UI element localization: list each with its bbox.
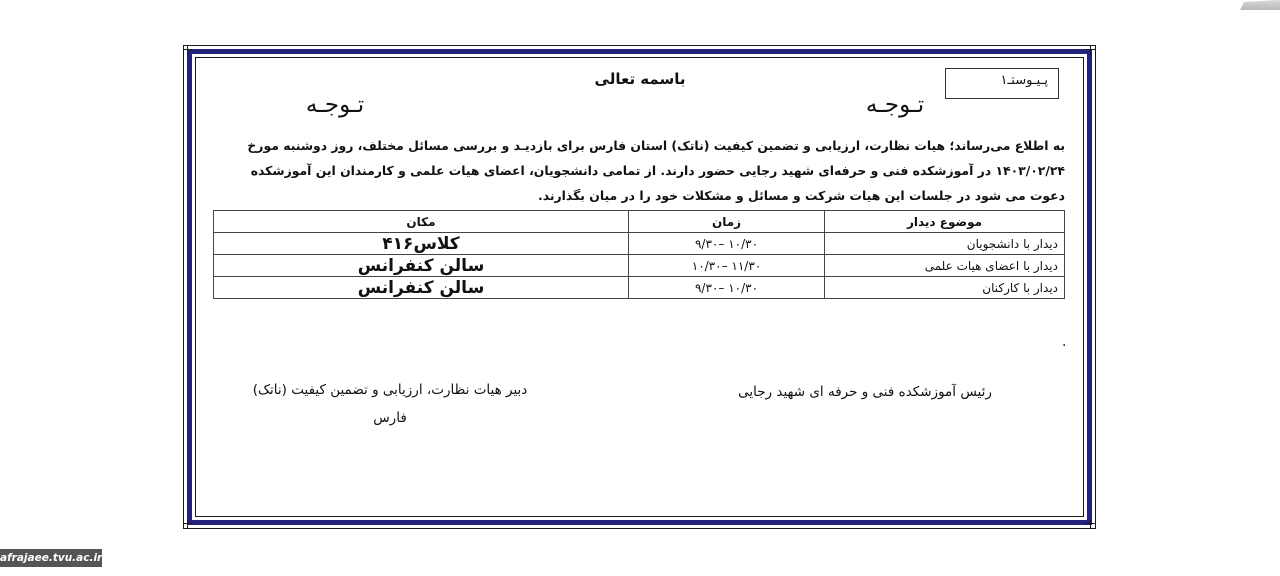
cell-place: سالن کنفرانس [214, 255, 629, 277]
cell-subject: دیدار با دانشجویان [825, 233, 1065, 255]
table-row [214, 255, 1065, 277]
frame-corner-mark [1086, 45, 1096, 55]
meeting-schedule-table [213, 210, 1065, 299]
frame-corner-mark [183, 45, 193, 55]
announcement-line: ۱۴۰۳/۰۲/۲۴ در آموزشکده فنی و حرفه‌ای شهید رجایی حضور دارند. از تمامی دانشجویان، اعضای هیات علمی و کارمندان این آموزشکده [250, 163, 1065, 178]
announcement-line: دعوت می شود در جلسات این هیات شرکت و مسائل و مشکلات خود را در میان بگذارند. [538, 188, 1065, 203]
cell-time: ۱۰/۳۰ –۹/۳۰ [629, 233, 825, 255]
table-row [214, 233, 1065, 255]
corner-decoration [1240, 0, 1280, 10]
appendix-label: پـیـوستـ۱ [1000, 73, 1048, 88]
table-header-row [214, 211, 1065, 233]
cell-place: سالن کنفرانس [214, 277, 629, 299]
frame-corner-mark [1086, 519, 1096, 529]
cell-time: ۱۰/۳۰ –۹/۳۰ [629, 277, 825, 299]
column-header-place: مکان [214, 211, 629, 233]
column-header-subject: موضوع دیدار [825, 211, 1065, 233]
cell-subject: دیدار با اعضای هیات علمی [825, 255, 1065, 277]
signature-line: دبیر هیات نظارت، ارزیابی و تضمین کیفیت (ناتک) [252, 382, 528, 398]
attention-heading-right: تـوجـه [865, 92, 925, 118]
table-row [214, 277, 1065, 299]
page-title: باسمه تعالی [594, 70, 686, 88]
attention-heading-left: تـوجـه [305, 92, 365, 118]
cell-subject: دیدار با کارکنان [825, 277, 1065, 299]
announcement-line: به اطلاع می‌رساند؛ هیات نظارت، ارزیابی و تضمین کیفیت (ناتک) استان فارس برای بازدیـد و بررسی مسائل مختلف، روز دوشنبه مورخ [247, 138, 1065, 153]
cell-time: ۱۱/۳۰ –۱۰/۳۰ [629, 255, 825, 277]
signature-line: فارس [373, 410, 407, 426]
signature-secretary [225, 376, 555, 432]
site-watermark: afrajaee.tvu.ac.ir [0, 549, 102, 567]
frame-corner-mark [183, 519, 193, 529]
column-header-time: زمان [629, 211, 825, 233]
stray-dot: . [1062, 334, 1067, 350]
cell-place: کلاس۴۱۶ [214, 233, 629, 255]
announcement-text [213, 133, 1065, 208]
appendix-label-box [945, 68, 1059, 99]
signature-director: رئیس آموزشکده فنی و حرفه ای شهید رجایی [738, 384, 992, 400]
